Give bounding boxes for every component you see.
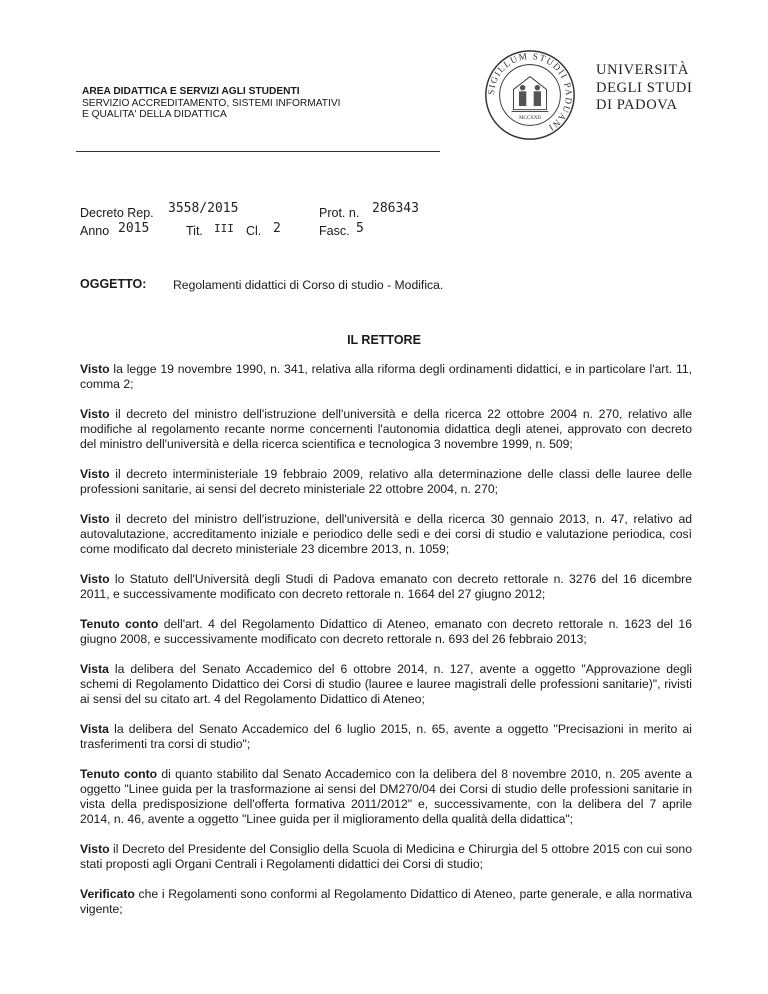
- subject-text: Regolamenti didattici di Corso di studio - Modifica.: [173, 278, 444, 292]
- paragraph-text: il decreto interministeriale 19 febbraio 2009, relativo alla determinazione delle classi delle lauree delle professioni sanitarie, ai sensi del decreto ministeriale 22 ottobre 2004, n. 270;: [80, 467, 692, 496]
- paragraph: [80, 512, 692, 557]
- seal-year: MCCXXII: [519, 114, 541, 121]
- office-line-1: AREA DIDATTICA E SERVIZI AGLI STUDENTI: [82, 86, 300, 97]
- office-line-2: SERVIZIO ACCREDITAMENTO, SISTEMI INFORMATIVI: [82, 97, 341, 109]
- office-line-3: E QUALITA' DELLA DIDATTICA: [82, 109, 227, 120]
- paragraph: [80, 887, 692, 917]
- document-title: IL RETTORE: [347, 333, 421, 347]
- cl-value: 2: [273, 221, 281, 236]
- decree-body: [80, 362, 692, 932]
- paragraph-lead: Verificato: [80, 887, 135, 901]
- paragraph: [80, 767, 692, 827]
- fasc-value: 5: [356, 221, 364, 236]
- prot-label: Prot. n.: [319, 206, 360, 220]
- paragraph-lead: Visto: [80, 572, 110, 586]
- paragraph: [80, 842, 692, 872]
- paragraph: [80, 572, 692, 602]
- university-line-3: DI PADOVA: [596, 97, 678, 113]
- university-seal-icon: [484, 49, 576, 141]
- cl-label: Cl.: [246, 224, 262, 238]
- paragraph-lead: Visto: [80, 362, 110, 376]
- paragraph-lead: Visto: [80, 842, 110, 856]
- prot-value: 286343: [372, 201, 419, 216]
- paragraph-lead: Visto: [80, 512, 110, 526]
- anno-value: 2015: [118, 221, 150, 236]
- university-line-2: DEGLI STUDI: [596, 79, 693, 96]
- paragraph: [80, 722, 692, 752]
- paragraph-text: di quanto stabilito dal Senato Accademico con la delibera del 8 novembre 2010, n. 205 avente a oggetto "Linee guida per la trasformazione ai sensi del DM270/04 dei Corsi di studio delle professioni sanitarie in vista della predisposizione dell'offerta formativa 2011/2012" e, successivamente, con la delibera del 7 aprile 2014, n. 46, avente a oggetto "Linee guida per il miglioramento della qualità della didattica";: [80, 767, 692, 826]
- university-name: [596, 62, 692, 115]
- fasc-label: Fasc.: [319, 224, 350, 238]
- paragraph-text: che i Regolamenti sono conformi al Regolamento Didattico di Ateneo, parte generale, e alla normativa vigente;: [80, 887, 692, 916]
- paragraph-text: la delibera del Senato Accademico del 6 luglio 2015, n. 65, avente a oggetto "Precisazioni in merito ai trasferimenti tra corsi di studio";: [80, 722, 692, 751]
- decreto-value: 3558/2015: [168, 201, 239, 216]
- paragraph-text: il decreto del ministro dell'istruzione dell'università e della ricerca 22 ottobre 2004 n. 270, relativo alle modifiche al regolamento recante norme concernenti l'autonomia didattica degli atenei, approvato con decreto del ministro dell'università e della ricerca scientifica e tecnologica 3 novembre 1999, n. 509;: [80, 407, 692, 451]
- paragraph-lead: Visto: [80, 467, 110, 481]
- paragraph-text: dell'art. 4 del Regolamento Didattico di Ateneo, emanato con decreto rettorale n. 1623 del 16 giugno 2008, e successivamente modificato con decreto rettorale n. 693 del 26 febbraio 2013;: [80, 617, 692, 646]
- header-divider: [76, 151, 440, 152]
- tit-label: Tit.: [186, 224, 203, 238]
- university-line-1: UNIVERSITÀ: [596, 62, 689, 78]
- paragraph: [80, 617, 692, 647]
- seal-text: SIGILLUM STUDII PADUANI: [486, 50, 575, 134]
- paragraph-text: la legge 19 novembre 1990, n. 341, relativa alla riforma degli ordinamenti didattici, e in particolare l'art. 11, comma 2;: [80, 362, 692, 391]
- paragraph: [80, 407, 692, 452]
- paragraph-text: la delibera del Senato Accademico del 6 ottobre 2014, n. 127, avente a oggetto "Approvazione degli schemi di Regolamento Didattico dei Corsi di studio (lauree e lauree magistrali delle professioni sanitarie)", rivisti ai sensi del su citato art. 4 del Regolamento Didattico di Ateneo;: [80, 662, 692, 706]
- paragraph-lead: Vista: [80, 722, 109, 736]
- office-block: [82, 86, 341, 121]
- subject-label: OGGETTO:: [80, 277, 147, 291]
- tit-value: III: [214, 222, 234, 235]
- paragraph: [80, 467, 692, 497]
- anno-label: Anno: [80, 224, 110, 238]
- paragraph-lead: Tenuto conto: [80, 767, 158, 781]
- decreto-label: Decreto Rep.: [80, 206, 154, 220]
- paragraph-lead: Visto: [80, 407, 110, 421]
- paragraph-text: il Decreto del Presidente del Consiglio della Scuola di Medicina e Chirurgia del 5 ottobre 2015 con cui sono stati proposti agli Organi Centrali i Regolamenti didattici dei Corsi di studio;: [80, 842, 692, 871]
- paragraph: [80, 662, 692, 707]
- paragraph-lead: Tenuto conto: [80, 617, 159, 631]
- paragraph-text: lo Statuto dell'Università degli Studi di Padova emanato con decreto rettorale n. 3276 del 16 dicembre 2011, e successivamente modificato con decreto rettorale n. 1664 del 27 giugno 2012;: [80, 572, 692, 601]
- paragraph: [80, 362, 692, 392]
- paragraph-lead: Vista: [80, 662, 109, 676]
- paragraph-text: il decreto del ministro dell'istruzione, dell'università e della ricerca 30 gennaio 2013, n. 47, relativo ad autovalutazione, accreditamento iniziale e periodico delle sedi e dei corsi di studio e valutazione periodica, così come modificato dal decreto ministeriale 23 dicembre 2013, n. 1059;: [80, 512, 692, 556]
